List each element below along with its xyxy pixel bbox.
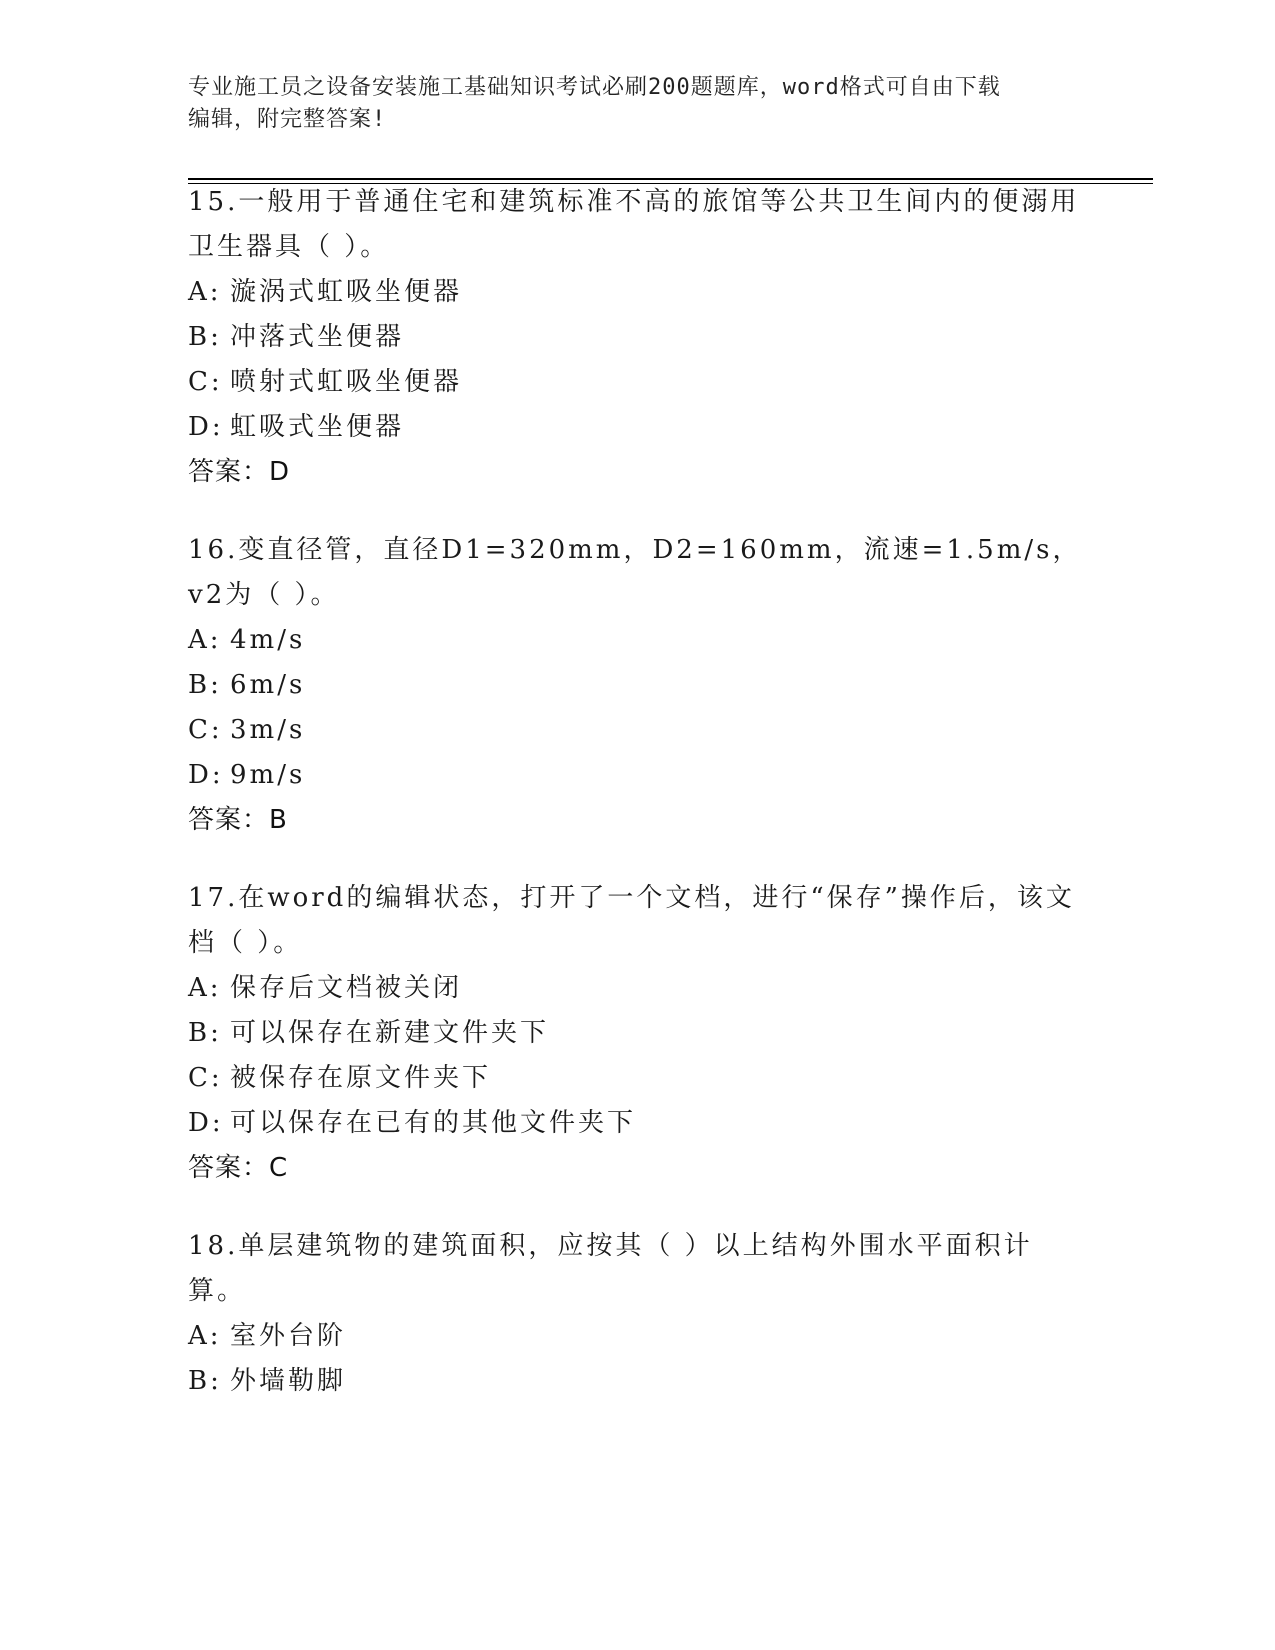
option-text: 可以保存在已有的其他文件夹下 bbox=[230, 1108, 637, 1138]
option-text: 喷射式虹吸坐便器 bbox=[230, 367, 463, 397]
option-text: 虹吸式坐便器 bbox=[230, 412, 405, 442]
question-text: 15.一般用于普通住宅和建筑标准不高的旅馆等公共卫生间内的便溺用卫生器具（ ）。 bbox=[188, 187, 1080, 262]
option-a bbox=[188, 1314, 1088, 1359]
question-text: 18.单层建筑物的建筑面积，应按其（ ）以上结构外围水平面积计算。 bbox=[188, 1231, 1033, 1306]
option-d bbox=[188, 1101, 1088, 1146]
option-letter: C: bbox=[188, 1063, 223, 1093]
option-text: 室外台阶 bbox=[230, 1321, 347, 1351]
option-letter: B: bbox=[188, 322, 222, 352]
question-16 bbox=[188, 528, 1088, 843]
option-text: 3m/s bbox=[230, 715, 306, 745]
option-text: 冲落式坐便器 bbox=[230, 322, 405, 352]
option-letter: D: bbox=[188, 760, 224, 790]
option-b bbox=[188, 1011, 1088, 1056]
option-letter: A: bbox=[188, 277, 222, 307]
document-header bbox=[188, 72, 1068, 136]
question-15 bbox=[188, 180, 1088, 495]
header-title-line-2: 编辑，附完整答案! bbox=[188, 107, 387, 132]
option-c bbox=[188, 708, 1088, 753]
option-text: 漩涡式虹吸坐便器 bbox=[230, 277, 463, 307]
option-text: 4m/s bbox=[230, 625, 306, 655]
option-letter: C: bbox=[188, 367, 223, 397]
header-title-line-1: 专业施工员之设备安装施工基础知识考试必刷200题题库，word格式可自由下载 bbox=[188, 75, 1001, 100]
answer-line: 答案：C bbox=[188, 1153, 289, 1183]
option-d bbox=[188, 405, 1088, 450]
option-text: 保存后文档被关闭 bbox=[230, 973, 463, 1003]
option-letter: B: bbox=[188, 1018, 222, 1048]
option-text: 被保存在原文件夹下 bbox=[230, 1063, 492, 1093]
question-text: 16.变直径管，直径D1=320mm，D2=160mm，流速=1.5m/s，v2为（ ）。 bbox=[188, 535, 1082, 610]
option-letter: A: bbox=[188, 973, 222, 1003]
option-c bbox=[188, 360, 1088, 405]
option-letter: D: bbox=[188, 412, 224, 442]
question-text: 17.在word的编辑状态，打开了一个文档，进行“保存”操作后，该文档（ ）。 bbox=[188, 883, 1075, 958]
option-letter: B: bbox=[188, 670, 222, 700]
answer-line: 答案：B bbox=[188, 805, 288, 835]
option-text: 可以保存在新建文件夹下 bbox=[230, 1018, 550, 1048]
option-text: 外墙勒脚 bbox=[230, 1366, 347, 1396]
option-text: 9m/s bbox=[230, 760, 306, 790]
option-b bbox=[188, 1359, 1088, 1404]
option-a bbox=[188, 966, 1088, 1011]
option-d bbox=[188, 753, 1088, 798]
option-letter: B: bbox=[188, 1366, 222, 1396]
option-letter: A: bbox=[188, 625, 222, 655]
option-c bbox=[188, 1056, 1088, 1101]
question-17 bbox=[188, 876, 1088, 1191]
answer-line: 答案：D bbox=[188, 457, 291, 487]
option-letter: C: bbox=[188, 715, 223, 745]
option-text: 6m/s bbox=[230, 670, 306, 700]
option-letter: A: bbox=[188, 1321, 222, 1351]
option-b bbox=[188, 315, 1088, 360]
option-a bbox=[188, 270, 1088, 315]
option-b bbox=[188, 663, 1088, 708]
option-a bbox=[188, 618, 1088, 663]
question-18 bbox=[188, 1224, 1088, 1404]
option-letter: D: bbox=[188, 1108, 224, 1138]
